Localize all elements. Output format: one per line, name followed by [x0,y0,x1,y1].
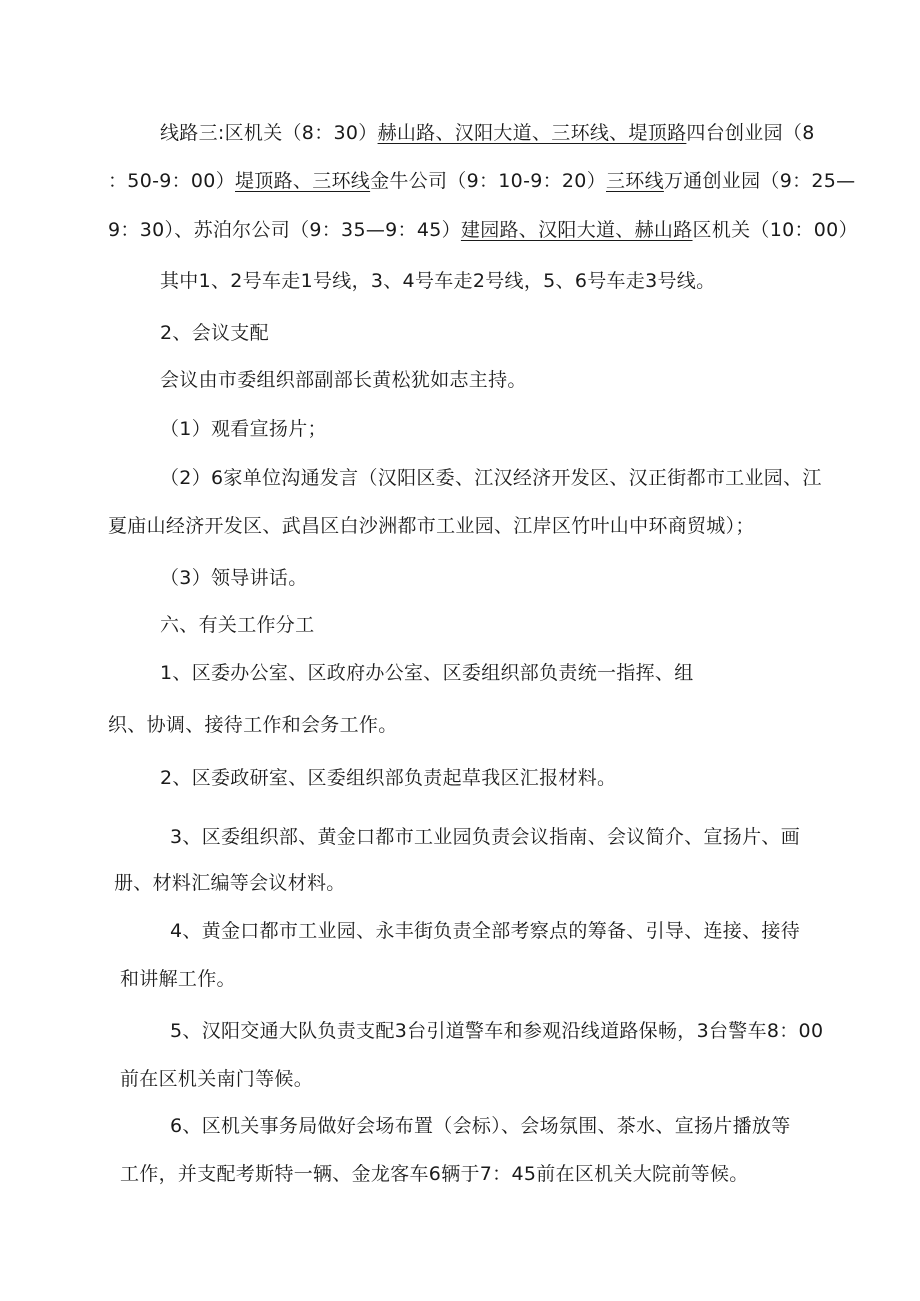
route3-stop-jinniu: 金牛公司（9：10-9：20） [370,170,606,192]
division-para-1-line-2: 织、协调、接待工作和会务工作。 [108,714,398,736]
route3-road-segment-4: 建园路、汉阳大道、赫山路 [460,219,693,241]
division-para-3-line-1: 3、区委组织部、黄金口都市工业园负责会议指南、会议简介、宣扬片、画 [170,826,800,848]
route3-stop-supor: 9：30）、苏泊尔公司（9：35—9：45） [108,219,461,241]
route3-stop-return: 区机关（10：00） [692,219,858,241]
route3-road-segment-3: 三环线 [606,170,664,192]
division-para-2: 2、区委政研室、区委组织部负责起草我区汇报材料。 [160,767,617,789]
route3-line-1 [160,120,815,146]
route3-stop-wantong: 万通创业园（9：25— [663,170,856,192]
division-para-1-line-1: 1、区委办公室、区政府办公室、区委组织部负责统一指挥、组 [160,662,694,684]
division-para-6-line-2: 工作，并支配考斯特一辆、金龙客车6辆于7：45前在区机关大院前等候。 [120,1163,749,1185]
meeting-item-2-line-1: （2）6家单位沟通发言（汉阳区委、江汉经济开发区、汉正街都市工业园、江 [160,467,822,489]
meeting-item-2-line-2: 夏庙山经济开发区、武昌区白沙洲都市工业园、江岸区竹叶山中环商贸城）； [108,515,755,537]
division-para-4-line-2: 和讲解工作。 [120,968,236,990]
bus-assignment: 其中1、2号车走1号线，3、4号车走2号线，5、6号车走3号线。 [160,270,716,292]
division-para-6-line-1: 6、区机关事务局做好会场布置（会标）、会场氛围、茶水、宣扬片播放等 [170,1115,791,1137]
route3-road-segment-1: 赫山路、汉阳大道、三环线、堤顶路 [377,122,687,144]
meeting-item-3: （3）领导讲话。 [160,567,308,589]
route3-line-3 [108,217,858,243]
meeting-host: 会议由市委组织部副部长黄松犹如志主持。 [160,369,527,391]
division-para-5-line-1: 5、汉阳交通大队负责支配3台引道警车和参观沿线道路保畅，3台警车8：00 [170,1020,824,1042]
division-para-4-line-1: 4、黄金口都市工业园、永丰街负责全部考察点的筹备、引导、连接、接待 [170,920,800,942]
division-para-3-line-2: 册、材料汇编等会议材料。 [114,872,346,894]
division-para-5-line-2: 前在区机关南门等候。 [120,1068,314,1090]
division-heading: 六、有关工作分工 [160,614,315,636]
route3-road-segment-2: 堤顶路、三环线 [235,170,371,192]
route3-stop-district-office: 区机关（8：30） [224,122,378,144]
meeting-item-1: （1）观看宣扬片； [160,418,327,440]
route3-stop-sitai-time: ：50-9：00） [108,170,235,192]
meeting-heading: 2、会议支配 [160,322,269,344]
route3-line-2 [108,168,855,194]
route3-label: 线路三: [160,122,225,144]
route3-stop-sitai: 四台创业园（8 [686,122,815,144]
